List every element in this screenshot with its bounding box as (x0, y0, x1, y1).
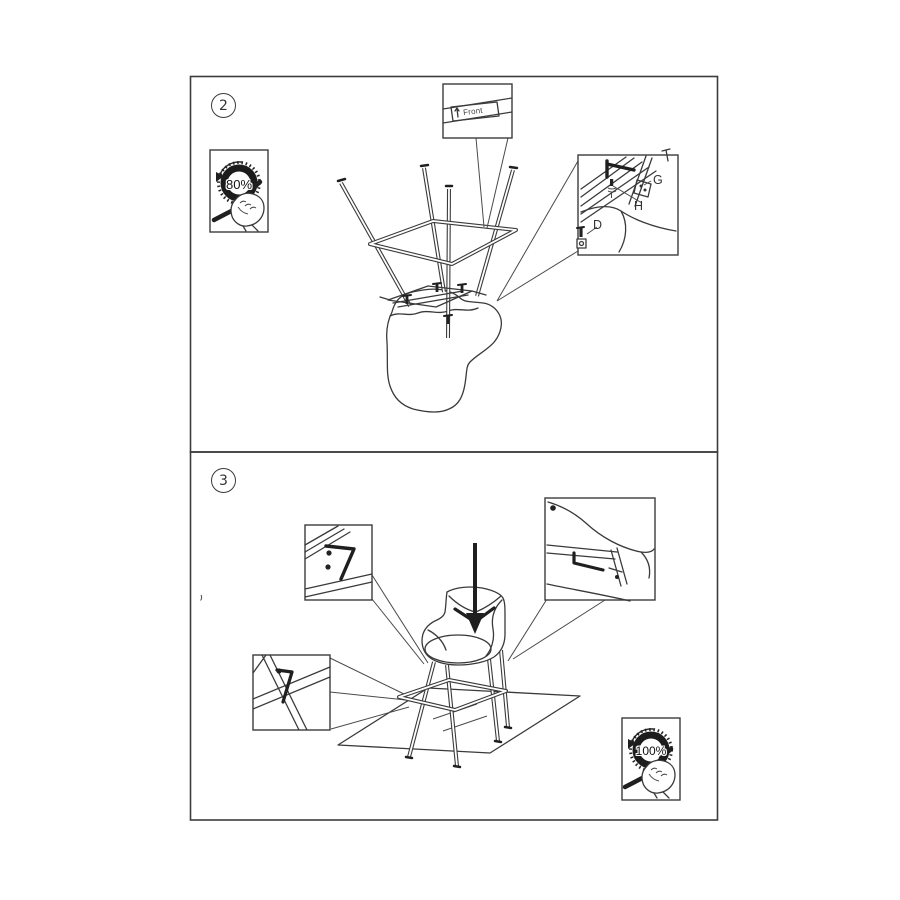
part-label-d: D (593, 218, 603, 232)
step2-detail-callout (577, 149, 678, 255)
front-label: Front (462, 105, 484, 118)
step3-floor-mat (338, 688, 580, 753)
stray-mark (201, 595, 202, 601)
part-label-h: H (634, 199, 644, 213)
step-2-torque-label: 80% (225, 177, 253, 192)
step3-detail-callout-footrest (253, 655, 330, 730)
step-3-number: 3 (211, 468, 236, 493)
step3-assembled-chair (399, 543, 511, 767)
step3-detail-callout-side (305, 525, 372, 600)
part-label-g: G (653, 173, 663, 187)
step2-inverted-chair (338, 165, 517, 412)
step-3-torque-label: 100% (635, 744, 667, 758)
step3-detail-callout-underseat (545, 498, 655, 601)
step2-leader-lines (476, 138, 578, 301)
step-2-number: 2 (211, 93, 236, 118)
step3-torque-icon-box (622, 718, 680, 800)
